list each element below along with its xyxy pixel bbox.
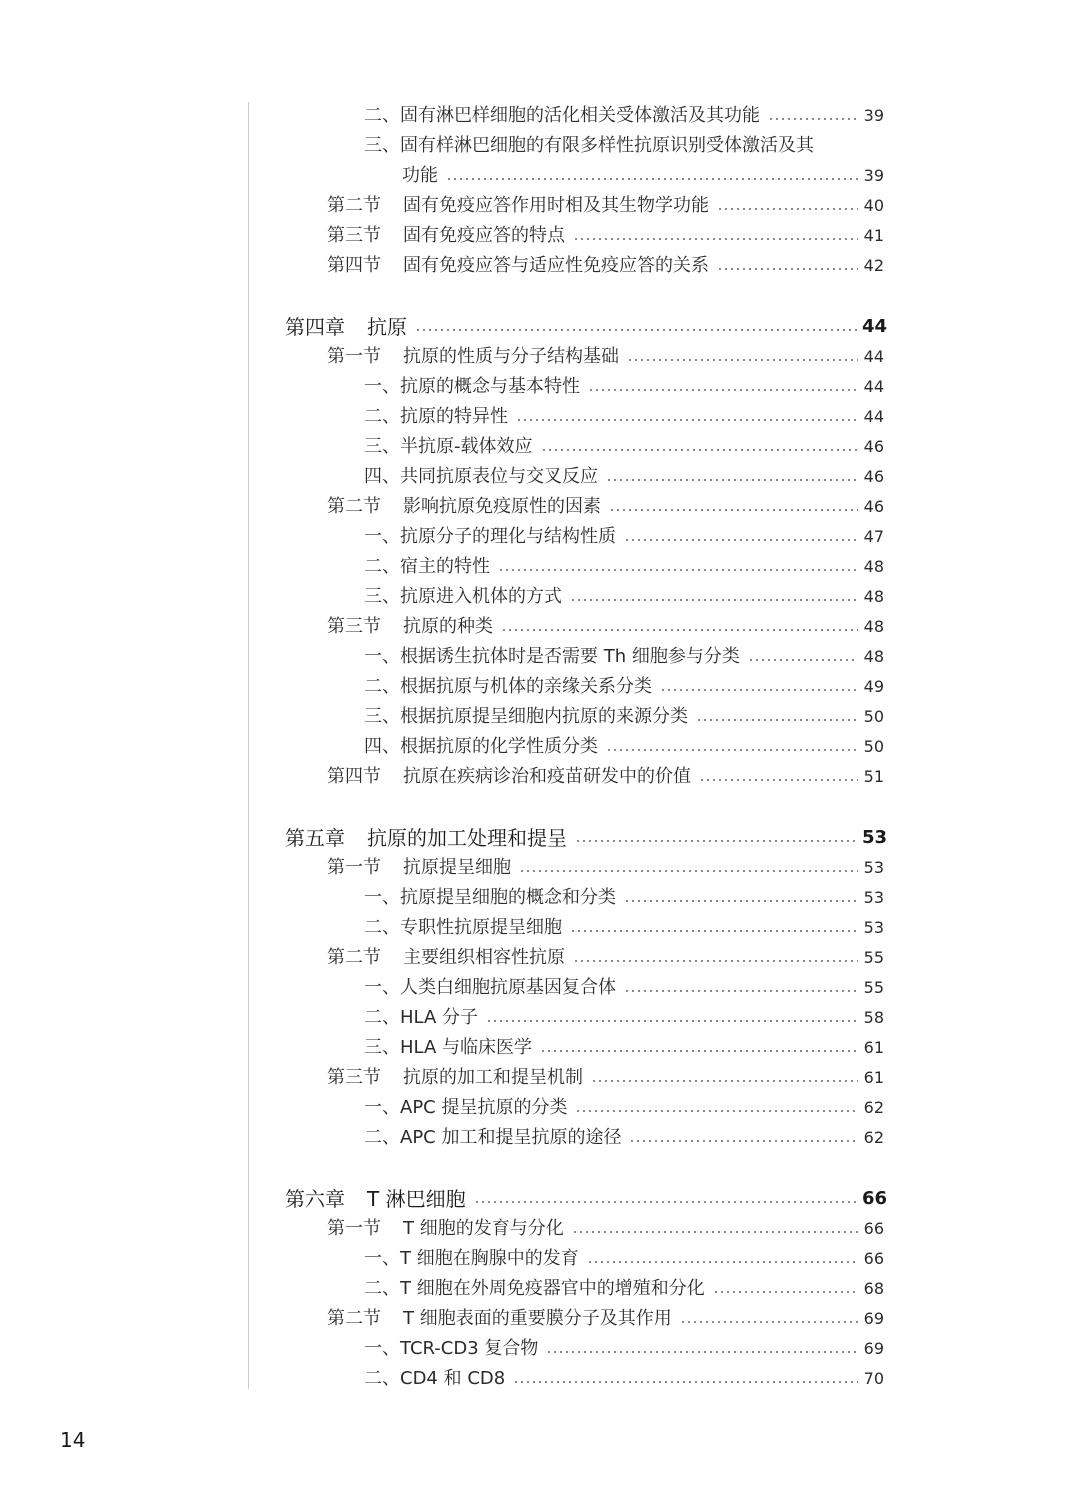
page-ref: 39 <box>863 106 884 125</box>
toc-section-row <box>327 853 884 883</box>
dot-leader <box>573 238 858 240</box>
page-ref: 40 <box>863 196 884 215</box>
dot-leader <box>591 1080 858 1082</box>
dot-leader <box>629 1140 858 1142</box>
toc-entry-title <box>285 1189 466 1209</box>
toc-entry-title <box>364 558 490 576</box>
toc-item-row <box>364 1364 884 1394</box>
toc-entry-title <box>364 678 652 696</box>
entry-text: 固有免疫应答作用时相及其生物学功能 <box>403 195 709 216</box>
page-ref: 44 <box>863 347 884 366</box>
chapter-number: 第五章 <box>285 826 345 850</box>
entry-text: 一、APC 提呈抗原的分类 <box>364 1097 568 1118</box>
page-ref: 62 <box>863 1098 884 1117</box>
page-ref: 70 <box>863 1369 884 1388</box>
dot-leader <box>588 389 858 391</box>
toc-entry-title <box>327 348 619 366</box>
toc-entry-title <box>327 257 709 275</box>
page-ref: 44 <box>862 316 888 337</box>
toc-item-row <box>364 672 884 702</box>
page-ref: 48 <box>863 647 884 666</box>
page-ref: 55 <box>863 948 884 967</box>
entry-text: 四、根据抗原的化学性质分类 <box>364 736 598 757</box>
page-ref: 61 <box>863 1038 884 1057</box>
entry-text: 三、固有样淋巴细胞的有限多样性抗原识别受体激活及其 <box>364 135 814 156</box>
dot-leader <box>474 1201 858 1203</box>
toc-entry-title <box>364 1370 505 1388</box>
toc-entry-title <box>327 1310 672 1328</box>
toc-chapter-row <box>285 823 888 853</box>
toc-entry-title <box>327 859 511 877</box>
toc-item-row <box>364 1244 884 1274</box>
toc-entry-title <box>364 708 688 726</box>
toc-section-row <box>327 762 884 792</box>
dot-leader <box>713 1291 858 1293</box>
dot-leader <box>540 1050 858 1052</box>
toc-entry-title <box>364 889 616 907</box>
toc-entry-title <box>364 1340 538 1358</box>
page-ref: 50 <box>863 707 884 726</box>
toc-entry-title <box>364 378 580 396</box>
section-number: 第一节 <box>327 1218 381 1239</box>
toc-entry-title <box>364 1099 567 1117</box>
dot-leader <box>513 1381 858 1383</box>
entry-text: 二、APC 加工和提呈抗原的途径 <box>364 1127 622 1148</box>
dot-leader <box>627 359 858 361</box>
page-ref: 58 <box>863 1008 884 1027</box>
toc-entry-title <box>364 979 616 997</box>
dot-leader <box>606 479 858 481</box>
entry-text: 一、TCR-CD3 复合物 <box>364 1338 539 1359</box>
toc-entry-title <box>285 828 567 848</box>
section-number: 第三节 <box>327 1067 381 1088</box>
entry-text: 二、专职性抗原提呈细胞 <box>364 917 562 938</box>
entry-text: 三、抗原进入机体的方式 <box>364 586 562 607</box>
toc-item-row <box>364 1003 884 1033</box>
toc-entry-title <box>285 317 407 337</box>
toc-section-row <box>327 221 884 251</box>
toc-item-row <box>364 552 884 582</box>
dot-leader <box>624 539 858 541</box>
entry-text: 二、HLA 分子 <box>364 1007 479 1028</box>
dot-leader <box>570 930 858 932</box>
section-number: 第四节 <box>327 255 381 276</box>
toc-entry-title <box>364 1009 478 1027</box>
entry-text: 二、抗原的特异性 <box>364 406 508 427</box>
toc-item-row <box>364 1093 884 1123</box>
page-ref: 47 <box>863 527 884 546</box>
dot-leader <box>609 509 858 511</box>
dot-leader <box>768 118 858 120</box>
toc-item-row <box>364 522 884 552</box>
toc-item-row <box>364 732 884 762</box>
page-ref: 66 <box>863 1249 884 1268</box>
entry-text: 抗原的加工处理和提呈 <box>367 826 567 850</box>
dot-leader <box>486 1020 858 1022</box>
toc-item-row <box>364 1123 884 1153</box>
entry-text: 二、T 细胞在外周免疫器官中的增殖和分化 <box>364 1278 705 1299</box>
dot-leader <box>541 449 859 451</box>
toc-chapter-row <box>285 1184 888 1214</box>
toc-entry-title <box>327 227 565 245</box>
page-ref: 69 <box>863 1309 884 1328</box>
toc-item-row <box>364 1334 884 1364</box>
toc-section-row <box>327 342 884 372</box>
toc-item-row <box>364 913 884 943</box>
entry-text: 二、宿主的特性 <box>364 556 490 577</box>
section-number: 第三节 <box>327 616 381 637</box>
entry-text: 固有免疫应答与适应性免疫应答的关系 <box>403 255 709 276</box>
section-number: 第二节 <box>327 1308 381 1329</box>
toc-item-row <box>364 582 884 612</box>
toc-entry-title <box>364 408 508 426</box>
entry-text: 一、人类白细胞抗原基因复合体 <box>364 977 616 998</box>
page-ref: 68 <box>863 1279 884 1298</box>
entry-text: 三、半抗原-载体效应 <box>364 436 533 457</box>
toc-item-row <box>364 973 884 1003</box>
entry-text: 三、HLA 与临床医学 <box>364 1037 533 1058</box>
toc-item-row <box>364 131 884 161</box>
entry-text: 抗原在疾病诊治和疫苗研发中的价值 <box>403 766 691 787</box>
entry-text: 抗原的种类 <box>403 616 493 637</box>
entry-text: 三、根据抗原提呈细胞内抗原的来源分类 <box>364 706 688 727</box>
toc-section-row <box>327 943 884 973</box>
entry-text: 二、CD4 和 CD8 <box>364 1368 506 1389</box>
entry-text: 二、固有淋巴样细胞的活化相关受体激活及其功能 <box>364 105 760 126</box>
page-ref: 69 <box>863 1339 884 1358</box>
toc-entry-title <box>327 618 493 636</box>
page-ref: 66 <box>862 1188 888 1209</box>
toc-item-row <box>364 101 884 131</box>
page-ref: 41 <box>863 226 884 245</box>
toc-section-row <box>327 1063 884 1093</box>
toc-entry-title <box>364 468 598 486</box>
dot-leader <box>717 268 858 270</box>
toc-section-row <box>327 1214 884 1244</box>
page-ref: 49 <box>863 677 884 696</box>
dot-leader <box>446 178 858 180</box>
toc-item-row <box>402 161 884 191</box>
toc-section-row <box>327 251 884 281</box>
toc-entry-title <box>364 137 814 155</box>
dot-leader <box>624 990 858 992</box>
section-number: 第一节 <box>327 857 381 878</box>
toc-entry-title <box>364 588 562 606</box>
toc-entry-title <box>327 768 691 786</box>
page-ref: 51 <box>863 767 884 786</box>
toc-entry-title <box>327 1069 583 1087</box>
toc-entry-title <box>364 1250 579 1268</box>
page-ref: 50 <box>863 737 884 756</box>
page-ref: 48 <box>863 617 884 636</box>
dot-leader <box>516 419 858 421</box>
toc-item-row <box>364 462 884 492</box>
page-ref: 62 <box>863 1128 884 1147</box>
entry-text: 抗原的性质与分子结构基础 <box>403 346 619 367</box>
entry-text: 抗原 <box>367 315 407 339</box>
dot-leader <box>498 569 858 571</box>
page-ref: 46 <box>863 467 884 486</box>
page-ref: 48 <box>863 587 884 606</box>
page-ref: 53 <box>862 827 888 848</box>
toc-entry-title <box>327 197 709 215</box>
page-ref: 44 <box>863 407 884 426</box>
section-number: 第二节 <box>327 195 381 216</box>
entry-text: 四、共同抗原表位与交叉反应 <box>364 466 598 487</box>
toc-entry-title <box>402 167 438 185</box>
toc-entry-title <box>364 648 740 666</box>
page-ref: 44 <box>863 377 884 396</box>
toc-section-row <box>327 492 884 522</box>
toc-item-row <box>364 372 884 402</box>
page-number: 14 <box>60 1428 86 1452</box>
dot-leader <box>573 960 858 962</box>
entry-text: 功能 <box>402 165 438 186</box>
entry-text: 主要组织相容性抗原 <box>403 947 565 968</box>
entry-text: 抗原提呈细胞 <box>403 857 511 878</box>
toc-item-row <box>364 1033 884 1063</box>
toc-entry-title <box>364 1129 621 1147</box>
dot-leader <box>572 1231 858 1233</box>
dot-leader <box>748 659 858 661</box>
toc-item-row <box>364 402 884 432</box>
section-number: 第三节 <box>327 225 381 246</box>
section-number: 第一节 <box>327 346 381 367</box>
toc-entry-title <box>327 949 565 967</box>
section-number: 第二节 <box>327 496 381 517</box>
dot-leader <box>606 749 858 751</box>
toc-item-row <box>364 642 884 672</box>
entry-text: 一、根据诱生抗体时是否需要 Th 细胞参与分类 <box>364 646 740 667</box>
page-ref: 55 <box>863 978 884 997</box>
entry-text: T 淋巴细胞 <box>367 1187 466 1211</box>
page-ref: 42 <box>863 256 884 275</box>
entry-text: T 细胞的发育与分化 <box>403 1218 564 1239</box>
page-ref: 46 <box>863 437 884 456</box>
dot-leader <box>415 329 858 331</box>
entry-text: 一、T 细胞在胸腺中的发育 <box>364 1248 579 1269</box>
entry-text: 一、抗原分子的理化与结构性质 <box>364 526 616 547</box>
dot-leader <box>587 1261 858 1263</box>
section-number: 第二节 <box>327 947 381 968</box>
toc-item-row <box>364 1274 884 1304</box>
entry-text: T 细胞表面的重要膜分子及其作用 <box>403 1308 672 1329</box>
toc-entry-title <box>327 1220 564 1238</box>
dot-leader <box>575 1110 858 1112</box>
toc-entry-title <box>364 107 760 125</box>
entry-text: 一、抗原的概念与基本特性 <box>364 376 580 397</box>
page-ref: 46 <box>863 497 884 516</box>
page-ref: 39 <box>863 166 884 185</box>
toc-entry-title <box>364 528 616 546</box>
dot-leader <box>575 840 858 842</box>
toc-section-row <box>327 612 884 642</box>
dot-leader <box>501 629 858 631</box>
entry-text: 抗原的加工和提呈机制 <box>403 1067 583 1088</box>
toc-item-row <box>364 883 884 913</box>
dot-leader <box>680 1321 858 1323</box>
toc-section-row <box>327 1304 884 1334</box>
margin-rule <box>248 102 249 1389</box>
dot-leader <box>570 599 858 601</box>
page-ref: 66 <box>863 1219 884 1238</box>
dot-leader <box>546 1351 858 1353</box>
toc-entry-title <box>364 438 533 456</box>
page-ref: 53 <box>863 918 884 937</box>
dot-leader <box>624 900 858 902</box>
chapter-number: 第四章 <box>285 315 345 339</box>
toc-entry-title <box>364 919 562 937</box>
toc-entry-title <box>364 738 598 756</box>
toc-entry-title <box>364 1280 705 1298</box>
entry-text: 固有免疫应答的特点 <box>403 225 565 246</box>
dot-leader <box>717 208 858 210</box>
entry-text: 二、根据抗原与机体的亲缘关系分类 <box>364 676 652 697</box>
section-number: 第四节 <box>327 766 381 787</box>
dot-leader <box>696 719 858 721</box>
page-ref: 53 <box>863 888 884 907</box>
page-ref: 53 <box>863 858 884 877</box>
toc-item-row <box>364 432 884 462</box>
page-ref: 61 <box>863 1068 884 1087</box>
page-ref: 48 <box>863 557 884 576</box>
toc-entry-title <box>327 498 601 516</box>
entry-text: 一、抗原提呈细胞的概念和分类 <box>364 887 616 908</box>
entry-text: 影响抗原免疫原性的因素 <box>403 496 601 517</box>
dot-leader <box>519 870 858 872</box>
dot-leader <box>660 689 858 691</box>
toc-entry-title <box>364 1039 532 1057</box>
dot-leader <box>699 779 858 781</box>
toc-chapter-row <box>285 312 888 342</box>
chapter-number: 第六章 <box>285 1187 345 1211</box>
toc-item-row <box>364 702 884 732</box>
toc-section-row <box>327 191 884 221</box>
